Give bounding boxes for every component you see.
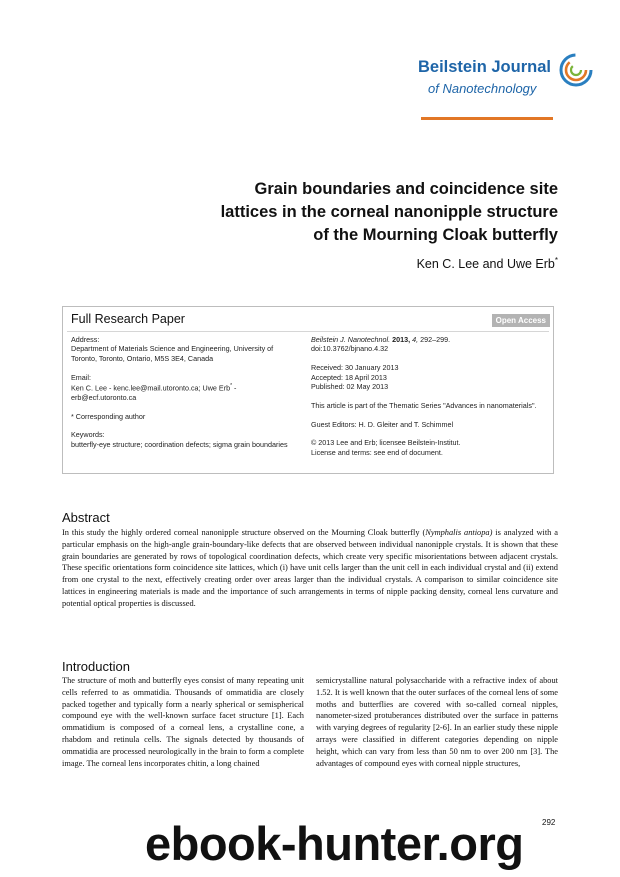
box-divider bbox=[67, 331, 549, 332]
address-label: Address: bbox=[71, 335, 100, 344]
published-date: Published: 02 May 2013 bbox=[311, 382, 389, 392]
thematic-series: This article is part of the Thematic Series "Advances in nanomaterials". bbox=[311, 400, 537, 410]
abstract-heading: Abstract bbox=[62, 510, 110, 525]
corresponding-author-note: * Corresponding author bbox=[71, 411, 146, 421]
license-terms: License and terms: see end of document. bbox=[311, 447, 443, 457]
article-info-box bbox=[62, 306, 554, 474]
keywords-label: Keywords: bbox=[71, 430, 105, 440]
author-line: Ken C. Lee and Uwe Erb* bbox=[416, 256, 558, 272]
journal-header-rule bbox=[421, 117, 553, 120]
open-access-badge: Open Access bbox=[492, 314, 550, 327]
page-number: 292 bbox=[542, 818, 556, 827]
article-title: Grain boundaries and coincidence site lattices in the corneal nanonipple structure of the Mourning Cloak butterfly bbox=[220, 180, 558, 244]
journal-subtitle: of Nanotechnology bbox=[428, 81, 537, 96]
abstract-body: In this study the highly ordered corneal nanonipple structure observed on the Mourning Cloak butterfly (Nymphalis antiopa) is analyzed with a particular emphasis on the high-angle grain-boundary-like defects that are observed between individual nanonipple crystals. It is shown that these grain boundaries are generated by rows of topological coordination defects, which create very specific misorientations between adjacent crystals. These specific orientations form coincidence site lattices, which (i) have unit cells larger than the unit cell in each individual crystal and (ii) extend from one crystal to the next, effectively creating order over areas larger than the individual crystals. A comparison to similar coincidence site lattices in engineering materials is made and the importance of such arrangements in terms of nipple packing density, corneal lens curvature and potential optical properties is discussed. bbox=[62, 528, 558, 608]
journal-swirl-icon bbox=[558, 52, 594, 88]
article-type: Full Research Paper bbox=[71, 312, 185, 326]
keywords-text: butterfly-eye structure; coordination defects; sigma grain boundaries bbox=[71, 439, 288, 449]
email-label: Email: bbox=[71, 372, 91, 382]
watermark: ebook-hunter.org bbox=[145, 817, 524, 870]
accepted-date: Accepted: 18 April 2013 bbox=[311, 372, 387, 382]
email-text: Ken C. Lee - kenc.lee@mail.utoronto.ca; Uwe Erb* - erb@ecf.utoronto.ca bbox=[71, 383, 237, 402]
introduction-heading: Introduction bbox=[62, 659, 130, 674]
journal-name: Beilstein Journal bbox=[418, 58, 551, 76]
journal-logo bbox=[418, 52, 618, 122]
copyright-notice: © 2013 Lee and Erb; licensee Beilstein-Institut. bbox=[311, 438, 461, 448]
info-left-column bbox=[71, 335, 296, 449]
address-text: Department of Materials Science and Engineering, University of Toronto, Toronto, Ontario, M5S 3E4, Canada bbox=[71, 344, 274, 363]
guest-editors: Guest Editors: H. D. Gleiter and T. Schimmel bbox=[311, 419, 454, 429]
doi-link[interactable]: doi:10.3762/bjnano.4.32 bbox=[311, 344, 389, 354]
citation: Beilstein J. Nanotechnol. 2013, 4, 292–299. bbox=[311, 335, 451, 344]
introduction-column-right: semicrystalline natural polysaccharide with a refractive index of about 1.52. It is well known that the outer surfaces of the corneal lens of some moths and butterflies are covered with so-called corneal nipples, nanometer-sized protuberances distributed over the surface in patterns with varying degrees of regularity [2-6]. In an earlier study these nipple arrays were classified in different categories depending on nipple height, which can vary from less than 50 nm to over 200 nm [3]. The advantages of compound eyes with corneal nipple structures, bbox=[316, 676, 558, 768]
introduction-column-left: The structure of moth and butterfly eyes consist of many repeating unit cells referred to as ommatidia. Thousands of ommatidia are closely packed together and typically form a nearly spherical or semispherical compound eye with the well-known surface facet structure [1]. Each ommatidium is composed of a corneal lens, a crystalline cone, a rhabdom and retinula cells. The signals detected by thousands of ommatidia are processed neurologically in the brain to form a complete image. The corneal lens incorporates chitin, a long chained bbox=[62, 676, 304, 768]
info-right-column bbox=[311, 335, 551, 457]
received-date: Received: 30 January 2013 bbox=[311, 363, 399, 373]
